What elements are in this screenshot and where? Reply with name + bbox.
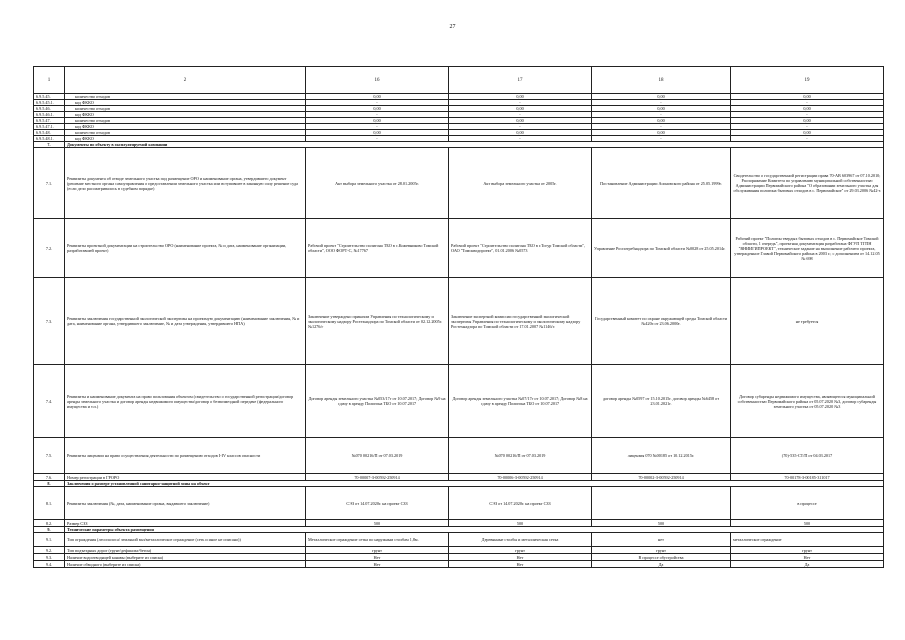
cell-19: 500 xyxy=(731,520,884,527)
table-row xyxy=(34,547,884,554)
row-name: код ФККО xyxy=(65,112,306,118)
row-number: 6.9.5.45. xyxy=(34,94,65,100)
cell-17: 500 xyxy=(449,520,592,527)
cell-17: Нет xyxy=(449,554,592,561)
cell-17: 0,00 xyxy=(449,118,592,124)
cell-18: 0,00 xyxy=(592,106,731,112)
cell-16: 500 xyxy=(306,520,449,527)
cell-16: 0,00 xyxy=(306,130,449,136)
row-number: 6.9.5.48.1. xyxy=(34,136,65,142)
section-title: Документы по объекту в эксплуатируемой компании xyxy=(65,142,884,148)
cell-19: - xyxy=(731,124,884,130)
cell-17: СЭЗ от 14.07.2020г. на проект СЗЗ xyxy=(449,487,592,520)
cell-19: грунт xyxy=(731,547,884,554)
page-number: 27 xyxy=(449,24,456,30)
table-row xyxy=(34,438,884,474)
row-name: Тип подъездных дорог (грунт/дефшальт/бетон) xyxy=(65,547,306,554)
cell-19: - xyxy=(731,136,884,142)
row-number: 6.9.5.46.1. xyxy=(34,112,65,118)
row-name: Реквизиты заключения (№, дата, наименование органа, выдавшего заключение) xyxy=(65,487,306,520)
cell-19: Свидетельство о государственной регистрации права 70-АВ 603967 от 07.10.2010; Распоряжение Комитета по управлению муниципальной собственностью Администрации Первомайского района "О образовании земельного участка для обслуживания полигона бытовых отходов в с. Первомайское" от 29.03.2006 №42-з xyxy=(731,148,884,219)
cell-17: Рабочий проект "Строительство полигона ТБО в г.Тогур Томской области", ОАО "Томскводпроект", 01.01.2006 №0573 xyxy=(449,219,592,278)
cell-19: Да xyxy=(731,561,884,568)
cell-16: 0,00 xyxy=(306,94,449,100)
row-number: 7.4. xyxy=(34,365,65,438)
cell-18: - xyxy=(592,124,731,130)
row-name: код ФККО xyxy=(65,124,306,130)
header-cell: 2 xyxy=(65,67,306,94)
cell-17: грунт xyxy=(449,547,592,554)
cell-19: 0,00 xyxy=(731,106,884,112)
row-number: 9.1. xyxy=(34,533,65,547)
section-number: 7. xyxy=(34,142,65,148)
cell-19: Рабочий проект "Полигон твердых бытовых отходов в с. Первомайское Томской области, 1 очередь", проектная документация разработана ФГУП ТГПН "ВНИИГИПРОЕКТ", техническое задание на выполнение рабочего проекта, утвержденное Главой Первомайского района в 2003 г.; с дополнением от 14.12.05 № 698 xyxy=(731,219,884,278)
cell-17: 0,00 xyxy=(449,106,592,112)
cell-17: - xyxy=(449,136,592,142)
header-cell: 18 xyxy=(592,67,731,94)
section-title: Заключения о размере установленной санитарно-защитной зоны на объект xyxy=(65,481,884,487)
cell-17: Акт выбора земельного участка от 2005г. xyxy=(449,148,592,219)
row-name: количество отходов xyxy=(65,130,306,136)
row-name: Тип ограждения (лесополоса/ земляной вал/металлическое ограждение (сеть и иное не описано)) xyxy=(65,533,306,547)
cell-17: Нет xyxy=(449,561,592,568)
row-number: 7.2. xyxy=(34,219,65,278)
table-row xyxy=(34,520,884,527)
cell-17: Договор аренды земельного участка №07/17г от 10.07.2017; Договор №8 на сдачу в аренду Полигона ТБО от 10.07.2017 xyxy=(449,365,592,438)
cell-19: не требуется xyxy=(731,278,884,365)
cell-16: грунт xyxy=(306,547,449,554)
row-name: Размер СЗЗ xyxy=(65,520,306,527)
cell-16: СЭЗ от 14.07.2020г. на проект СЗЗ xyxy=(306,487,449,520)
cell-18: Управление Роспотребнадзора по Томской области №0028 от 25.05.2014г. xyxy=(592,219,731,278)
table-row xyxy=(34,219,884,278)
row-name: Реквизиты лицензии на право осуществления деятельности по размещению отходов I-IV классов опасности xyxy=(65,438,306,474)
cell-18: 500 xyxy=(592,520,731,527)
row-name: Наличие водоотводящей канавы (выберите из списка) xyxy=(65,554,306,561)
header-cell: 16 xyxy=(306,67,449,94)
section-number: 8. xyxy=(34,481,65,487)
table-row xyxy=(34,554,884,561)
cell-19: - xyxy=(731,100,884,106)
table-header-row xyxy=(34,67,884,94)
row-number: 9.2. xyxy=(34,547,65,554)
header-cell: 1 xyxy=(34,67,65,94)
cell-18: грунт xyxy=(592,547,731,554)
row-number: 7.1. xyxy=(34,148,65,219)
data-table xyxy=(33,66,884,568)
header-cell: 19 xyxy=(731,67,884,94)
row-name: Реквизиты заключения государственной экологической экспертизы на проектную документацию (наименование заключения, № и дата, наименование органа, утвердившего заключение, № и дата утверждения, утвердившего НПА) xyxy=(65,278,306,365)
row-name: количество отходов xyxy=(65,106,306,112)
row-number: 9.3. xyxy=(34,554,65,561)
row-number: 6.9.5.48. xyxy=(34,130,65,136)
cell-16: 0,00 xyxy=(306,118,449,124)
cell-19: металлическое ограждение xyxy=(731,533,884,547)
cell-19: 0,00 xyxy=(731,130,884,136)
cell-19: (70)-535-СТ/П от 04.03.2017 xyxy=(731,438,884,474)
cell-17: Деревянные столбы и металлическая сетка xyxy=(449,533,592,547)
row-number: 7.6. xyxy=(34,474,65,481)
cell-16 xyxy=(306,533,449,547)
cell-19: - xyxy=(731,112,884,118)
row-number: 9.4. xyxy=(34,561,65,568)
cell-16: - xyxy=(306,124,449,130)
cell-16: - xyxy=(306,100,449,106)
cell-17: - xyxy=(449,100,592,106)
cell-19: в процессе xyxy=(731,487,884,520)
cell-16: Нет xyxy=(306,561,449,568)
table-row xyxy=(34,561,884,568)
row-number: 6.9.5.47. xyxy=(34,118,65,124)
row-number: 7.5. xyxy=(34,438,65,474)
cell-16: №070 00216/П от 07.03.2019 xyxy=(306,438,449,474)
cell-16-part-1: Металлическое ограждение xyxy=(308,537,358,542)
table-row xyxy=(34,365,884,438)
section-title: Технические параметры объекта размещения xyxy=(65,527,884,533)
cell-18: Да xyxy=(592,561,731,568)
cell-19: Договор субаренды недвижимого имущества, являющегося муниципальной собственностью Первомайского района от 05.07.2020 №3, договор субаренды земельного участка от 05.07.2020 №3 xyxy=(731,365,884,438)
row-name: количество отходов xyxy=(65,94,306,100)
table-row xyxy=(34,487,884,520)
row-name: Наличие обводного (выберите из списка) xyxy=(65,561,306,568)
row-name: количество отходов xyxy=(65,118,306,124)
row-number: 8.1. xyxy=(34,487,65,520)
cell-16: 0,00 xyxy=(306,106,449,112)
cell-17: №070 00216/П от 07.03.2019 xyxy=(449,438,592,474)
cell-18: В процессе обустройства xyxy=(592,554,731,561)
cell-16-part-2: сетка по наружным столбам 1,8м. xyxy=(358,537,419,542)
row-number: 8.2. xyxy=(34,520,65,527)
cell-16: Акт выбора земельного участка от 28.01.2005г. xyxy=(306,148,449,219)
cell-18 xyxy=(592,487,731,520)
cell-16: Рабочий проект "Строительство полигона ТБО в с.Кожевниково Томской области", ООО ФОРТ-С, №17767 xyxy=(306,219,449,278)
row-name: код ФККО xyxy=(65,136,306,142)
cell-19: 0,00 xyxy=(731,118,884,124)
row-number: 7.3. xyxy=(34,278,65,365)
cell-16: Договор аренды земельного участка №053/17г от 10.07.2017; Договор №9 на сдачу в аренду Полигона ТБО от 10.07.2017 xyxy=(306,365,449,438)
row-name: код ФККО xyxy=(65,100,306,106)
cell-18: - xyxy=(592,112,731,118)
row-number: 6.9.5.47.1. xyxy=(34,124,65,130)
cell-16: Нет xyxy=(306,554,449,561)
table-row xyxy=(34,148,884,219)
row-name: Реквизиты проектной документации на строительство ОРО (наименование проекта, № и дата, наименование организации, разработавшей проект) xyxy=(65,219,306,278)
cell-19: 70-00178-З-00185-311017 xyxy=(731,474,884,481)
cell-17: 0,00 xyxy=(449,130,592,136)
header-cell: 17 xyxy=(449,67,592,94)
cell-16: Заключение утверждено приказом Управления по технологическому и экологическому надзору Ростехнадзора по Томской области от 02.12.2005г. №1276/г xyxy=(306,278,449,365)
cell-18: нет xyxy=(592,533,731,547)
cell-18: 0,00 xyxy=(592,118,731,124)
cell-17: 70-00006-З-00592-250914 xyxy=(449,474,592,481)
cell-18: Государственный комитет по охране окружающей среды Томской области №420э от 23.06.2000г. xyxy=(592,278,731,365)
cell-16: - xyxy=(306,136,449,142)
row-number: 6.9.5.46. xyxy=(34,106,65,112)
cell-18: 70-00002-З-00592-250914 xyxy=(592,474,731,481)
cell-16: - xyxy=(306,112,449,118)
cell-18: 0,00 xyxy=(592,130,731,136)
cell-17: - xyxy=(449,124,592,130)
cell-19: Нет xyxy=(731,554,884,561)
cell-18: 0,00 xyxy=(592,94,731,100)
cell-19: 0,00 xyxy=(731,94,884,100)
cell-17: Заключение экспертной комиссии государственной экологической экспертизы Управления по технологическому и экологическому надзору Ростехнадзора по Томской области от 17.01.2007 №1146/э xyxy=(449,278,592,365)
row-number: 6.9.5.45.1. xyxy=(34,100,65,106)
cell-17: 0,00 xyxy=(449,94,592,100)
cell-18: договор аренды №0597 от 15.10.2015г. договор аренды №6458 от 23.01.2021г. xyxy=(592,365,731,438)
cell-18: - xyxy=(592,100,731,106)
cell-16: 70-00007-З-00592-250914 xyxy=(306,474,449,481)
cell-18: лицензия 070 №00185 от 10.12.2015г. xyxy=(592,438,731,474)
table-row xyxy=(34,474,884,481)
cell-17: - xyxy=(449,112,592,118)
cell-18: - xyxy=(592,136,731,142)
row-name: Реквизиты и наименование документа на право пользования объектом (свидетельство о государственной регистрации/договор аренды земельного участка и договор аренды недвижимого имущества/договор о безвозмездной передаче (федерального имущества и т.п.) xyxy=(65,365,306,438)
section-number: 9. xyxy=(34,527,65,533)
cell-18: Постановление Администрации Асиновского района от 25.05.1999г. xyxy=(592,148,731,219)
row-name: Номер регистрации в ГРОРО xyxy=(65,474,306,481)
row-name: Реквизиты документа об отводе земельного участка под размещение ОРО и наименование органа, утвердившего документ (решение местного органа самоуправления о предоставлении земельного участка или вступившее в законную силу решение суда (если дело рассматривалось в судебном порядке) xyxy=(65,148,306,219)
table-row xyxy=(34,533,884,547)
table-row xyxy=(34,278,884,365)
